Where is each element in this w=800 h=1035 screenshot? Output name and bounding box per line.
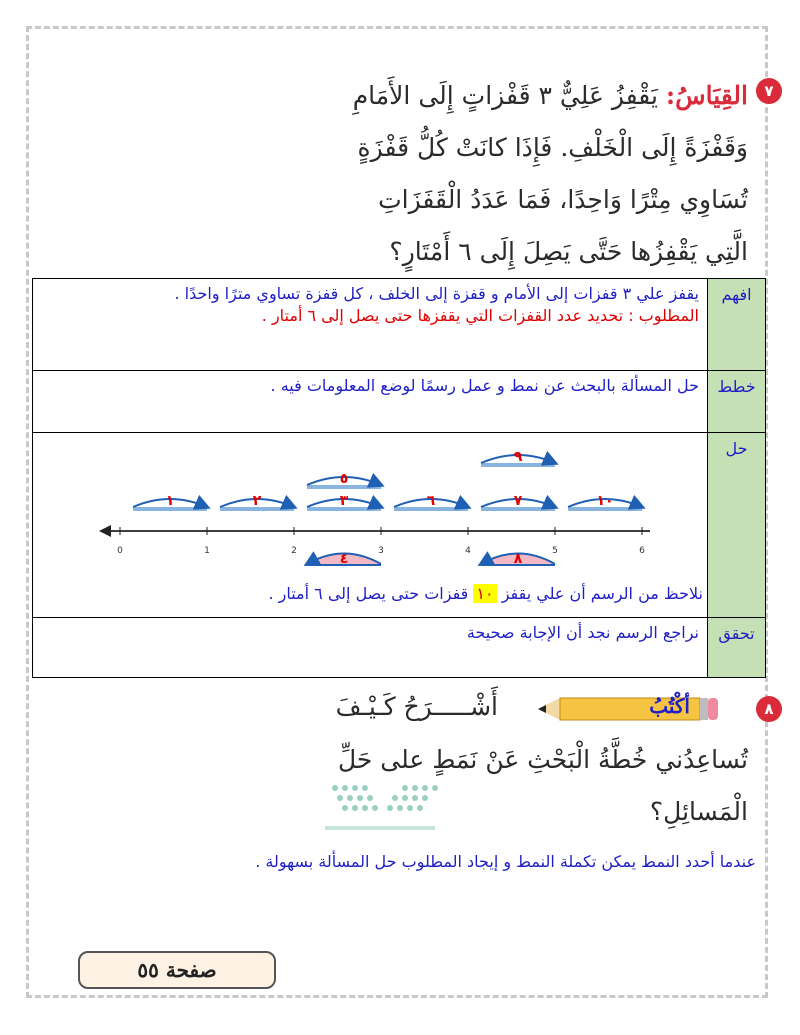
label-plan: خطط <box>708 371 766 433</box>
ministry-logo-watermark <box>305 778 455 838</box>
row-understand <box>33 279 766 371</box>
problem-line-4: الَّتِي يَقْفِزُها حَتَّى يَصِلَ إِلَى ٦ أَمْتَارٍ؟ <box>389 237 748 266</box>
verify-text: نراجع الرسم نجد أن الإجابة صحيحة <box>33 618 708 678</box>
problem-text-1: يَقْفِزُ عَلِيٌّ ٣ قَفْزاتٍ إِلَى الأَمَامِ <box>352 81 658 110</box>
problem-line-1 <box>278 70 748 122</box>
problem-number-badge: ٧ <box>756 78 782 104</box>
page-number: صفحة ٥٥ <box>78 951 276 989</box>
cell-solve <box>33 433 708 618</box>
label-verify: تحقق <box>708 618 766 678</box>
problem-line-3: تُسَاوِي مِتْرًا وَاحِدًا، فَمَا عَدَدُ الْقَفَزَاتِ <box>378 185 748 214</box>
write-badge-text: أكْتُبُ <box>649 694 690 718</box>
jump-label: ٥ <box>339 471 349 487</box>
jump-label: ٤ <box>339 551 349 567</box>
axis-tick-label: 0 <box>117 546 123 556</box>
understand-text: يقفز علي ٣ قفزات إلى الأمام و قفزة إلى الخلف ، كل قفزة تساوي مترًا واحدًا . <box>174 284 699 303</box>
answer-text: عندما أحدد النمط يمكن تكملة النمط و إيجاد المطلوب حل المسألة بسهولة . <box>255 852 756 871</box>
axis-tick-label: 5 <box>552 546 558 556</box>
jump-label: ٦ <box>426 493 436 509</box>
problem-7 <box>278 70 774 278</box>
pencil-icon <box>538 694 718 724</box>
jump-label: ١٠ <box>596 493 614 509</box>
jump-label: ٧ <box>513 493 523 509</box>
cell-understand <box>33 279 708 371</box>
jump-label: ٨ <box>513 551 523 567</box>
solve-note-after: قفزات حتى يصل إلى ٦ أمتار . <box>268 584 469 603</box>
row-solve <box>33 433 766 618</box>
row-verify <box>33 618 766 678</box>
problem-title: القِيَاسُ: <box>665 81 748 110</box>
label-understand: افهم <box>708 279 766 371</box>
number-line-diagram <box>90 443 650 583</box>
jump-count-highlight: ١٠ <box>473 584 496 603</box>
solution-table <box>32 278 766 678</box>
axis-tick-label: 3 <box>378 546 384 556</box>
problem-line-2: وَقَفْزَةً إِلَى الْخَلْفِ. فَإِذَا كانَتْ كُلُّ قَفْزَةٍ <box>357 133 748 162</box>
axis-tick-label: 6 <box>639 546 645 556</box>
write-head: أَشْـــــرَحُ كَـيْـفَ <box>335 692 498 721</box>
axis-tick-label: 4 <box>465 546 471 556</box>
write-line-1: تُساعِدُني خُطَّةُ الْبَحْثِ عَنْ نَمَطٍ على حَلِّ <box>337 745 748 774</box>
required-text: تحديد عدد القفزات التي يقفزها حتى يصل إلى ٦ أمتار . <box>261 306 629 325</box>
jump-label: ١ <box>165 493 175 509</box>
write-line-2: الْمَسائِلِ؟ <box>649 797 748 826</box>
label-solve: حل <box>708 433 766 618</box>
jump-label: ٣ <box>339 493 349 509</box>
jump-label: ٩ <box>513 449 523 465</box>
required-label: المطلوب : <box>628 306 699 325</box>
axis-tick-label: 2 <box>291 546 297 556</box>
solve-note-before: نلاحظ من الرسم أن علي يقفز <box>501 584 703 603</box>
axis-tick-label: 1 <box>204 546 210 556</box>
solve-note <box>37 583 703 605</box>
plan-text: حل المسألة بالبحث عن نمط و عمل رسمًا لوضع المعلومات فيه . <box>33 371 708 433</box>
row-plan <box>33 371 766 433</box>
jump-label: ٢ <box>252 493 262 509</box>
problem-8-badge: ٨ <box>756 696 782 722</box>
required-line <box>41 305 699 327</box>
